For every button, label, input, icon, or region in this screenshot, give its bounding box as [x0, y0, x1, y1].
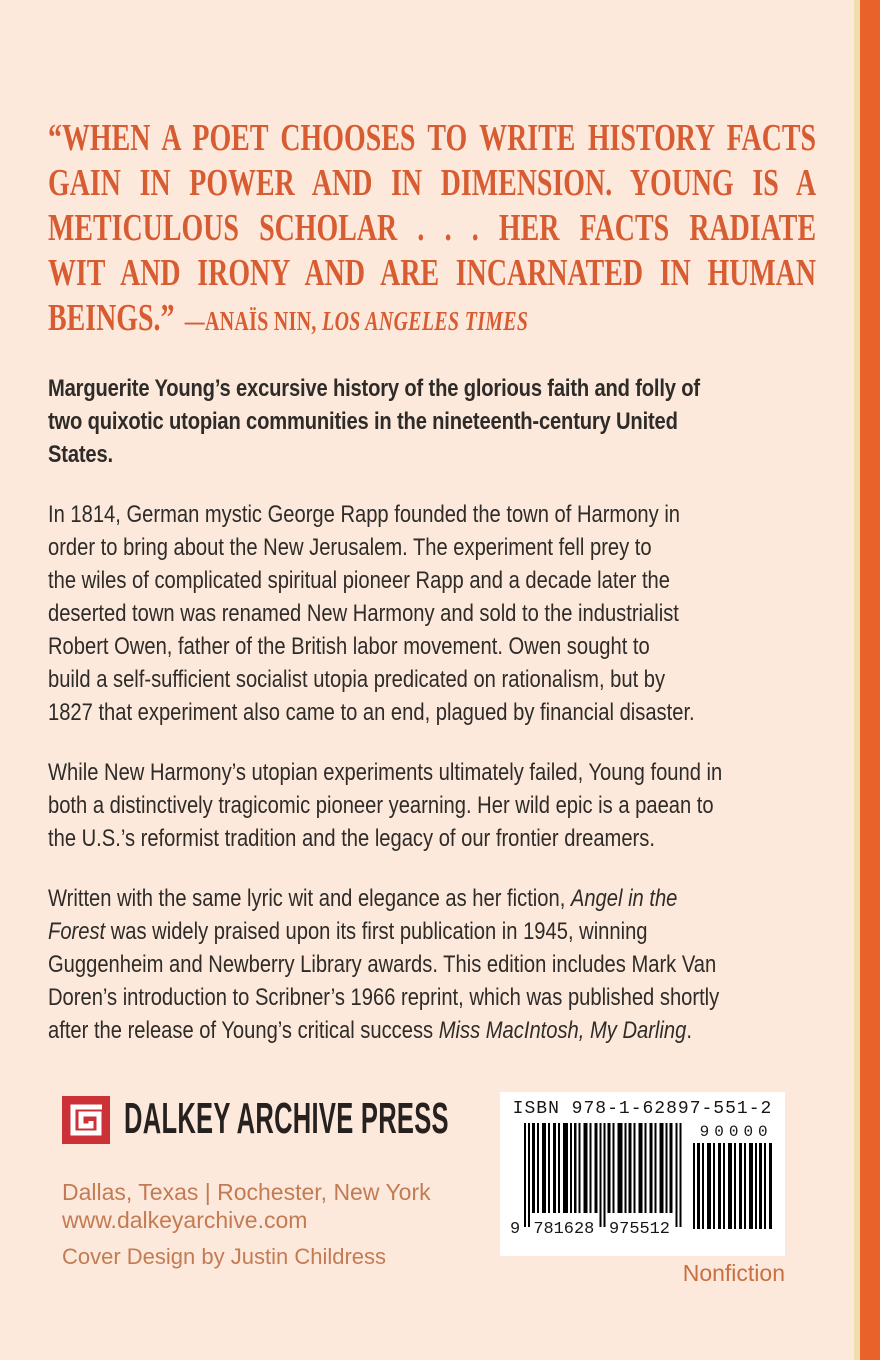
barcode-bars-row — [500, 1121, 785, 1235]
barcode-digit-leading: 9 — [510, 1219, 521, 1235]
text-span: . — [686, 1017, 692, 1044]
text-line: order to bring about the New Jerusalem. The experiment fell prey to — [48, 534, 652, 561]
text-line: the wiles of complicated spiritual pioneer Rapp and a decade later the — [48, 567, 670, 594]
description-copy — [48, 372, 817, 1074]
text-line: deserted town was renamed New Harmony and sold to the industrialist — [48, 600, 679, 627]
text-line: build a self-sufficient socialist utopia predicated on rationalism, but by — [48, 666, 666, 693]
text-line — [48, 882, 817, 915]
cover-design-credit: Cover Design by Justin Childress — [62, 1244, 387, 1269]
quote-closing-words: BEINGS.” — [48, 297, 175, 339]
book-title-italic: Angel in the — [570, 885, 678, 912]
text-line: Marguerite Young’s excursive history of the glorious faith and folly of — [48, 375, 700, 402]
text-line: Guggenheim and Newberry Library awards. This edition includes Mark Van — [48, 951, 717, 978]
book-title-italic: Forest — [48, 918, 106, 945]
isbn-barcode-block — [500, 1092, 785, 1256]
review-quote — [48, 116, 816, 344]
quote-line: GAIN IN POWER AND IN DIMENSION. YOUNG IS A — [48, 162, 817, 204]
ean13-barcode — [510, 1123, 693, 1235]
quote-last-line — [48, 296, 816, 344]
text-span: Written with the same lyric wit and elegance as her fiction, — [48, 885, 571, 912]
text-line: both a distinctively tragicomic pioneer yearning. Her wild epic is a paean to — [48, 792, 714, 819]
barcode-supplement — [693, 1123, 775, 1235]
supplement-digits: 90000 — [699, 1123, 773, 1141]
quote-line: “WHEN A POET CHOOSES TO WRITE HISTORY FACTS — [48, 117, 817, 159]
isbn-number: ISBN 978-1-62897-551-2 — [512, 1099, 773, 1119]
barcode-digits-group2: 975512 — [609, 1219, 670, 1235]
text-span: after the release of Young’s critical success — [48, 1017, 439, 1044]
dalkey-logo-icon — [62, 1096, 110, 1144]
publisher-locations: Dallas, Texas | Rochester, New York — [62, 1179, 431, 1205]
paragraph-legacy — [48, 756, 817, 855]
quote-line: WIT AND IRONY AND ARE INCARNATED IN HUMAN — [48, 252, 817, 294]
quote-attribution — [185, 306, 529, 336]
text-line — [48, 915, 817, 948]
book-title-italic: Miss MacIntosh, My Darling — [438, 1017, 687, 1044]
text-line — [48, 1014, 817, 1047]
publisher-contact — [62, 1178, 431, 1234]
text-line: Robert Owen, father of the British labor movement. Owen sought to — [48, 633, 650, 660]
paragraph-history — [48, 498, 817, 729]
publisher-name: DALKEY ARCHIVE PRESS — [124, 1094, 449, 1143]
text-line: the U.S.’s reformist tradition and the legacy of our frontier dreamers. — [48, 825, 655, 852]
barcode-digits-group1: 781628 — [533, 1219, 595, 1235]
text-line: two quixotic utopian communities in the nineteenth-century United — [48, 408, 678, 435]
text-line: Doren’s introduction to Scribner’s 1966 reprint, which was published shortly — [48, 984, 720, 1011]
genre-label: Nonfiction — [682, 1260, 785, 1286]
text-line: In 1814, German mystic George Rapp founded the town of Harmony in — [48, 501, 681, 528]
publisher-website: www.dalkeyarchive.com — [62, 1207, 308, 1233]
orange-spine-stripe — [860, 0, 880, 1360]
text-line: While New Harmony’s utopian experiments ultimately failed, Young found in — [48, 759, 723, 786]
attribution-name: —ANAÏS NIN, — [184, 306, 317, 336]
attribution-source: LOS ANGELES TIMES — [322, 306, 529, 336]
text-line: States. — [48, 441, 113, 468]
text-span: was widely praised upon its first publication in 1945, winning — [105, 918, 648, 945]
quote-line: METICULOUS SCHOLAR . . . HER FACTS RADIATE — [48, 207, 817, 249]
paragraph-edition — [48, 882, 817, 1047]
supplement-barcode — [693, 1143, 773, 1229]
text-line: 1827 that experiment also came to an end, plagued by financial disaster. — [48, 699, 695, 726]
intro-paragraph — [48, 372, 817, 471]
